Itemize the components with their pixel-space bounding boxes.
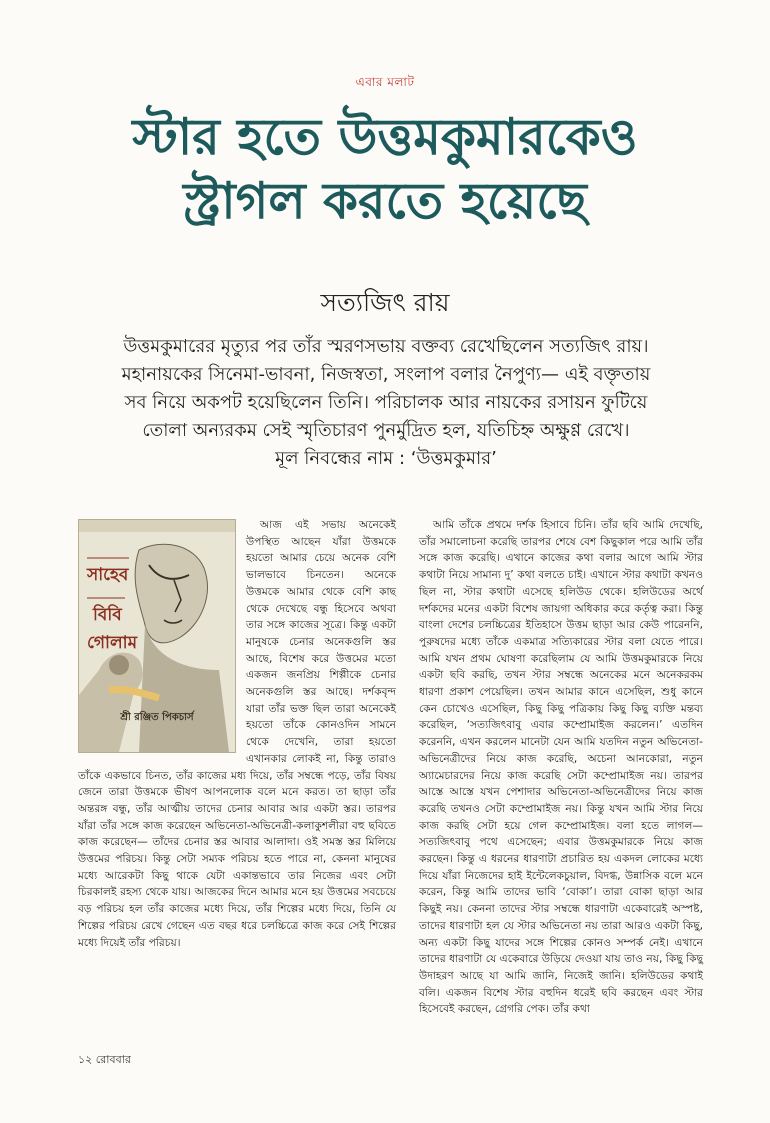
author-name: সত্যজিৎ রায় [320, 288, 450, 317]
body-paragraph-right: আমি তাঁকে প্রথমে দর্শক হিসাবে চিনি। তাঁর ছবি আমি দেখেছি, তাঁর সমালোচনা করেছি তারপর শেষে বেশ কিছুকাল পরে আমি তাঁর সঙ্গে কাজ করেছি। এখানে কাজের কথা বলার আগে আমি স্টার কথাটা নিয়ে সামান্য দু’ কথা বলতে চাই। এখানে স্টার কথাটা কখনও ছিল না, স্টার কথাটা এসেছে হলিউড থেকে। হলিউডের অর্থে দর্শকদের মনের একটা বিশেষ জায়গা অধিকার করে কর্তৃত্ব করা। কিন্তু বাংলা দেশের চলচ্চিত্রের ইতিহাসে উত্তম ছাড়া আর কেউ পারেননি, পুরুষদের মধ্যে তাঁকে একমাত্র সত্যিকারের স্টার বলা যেতে পারে। আমি যখন প্রথম ঘোষণা করেছিলাম যে আমি উত্তমকুমারকে নিয়ে একটা ছবি করছি, তখন স্টার সম্বন্ধে অনেকের মনে অনেকরকম ধারণা প্রকাশ পেয়েছিল। তখন আমার কানে এসেছিল, শুধু কানে কেন চোখেও এসেছিল, কিছু কিছু পত্রিকায় কিছু কিছু ব্যক্তি মন্তব্য করেছিল, ‘সত্যজিৎবাবু এবার কম্প্রোমাইজ করলেন।’ এতদিন করেননি, এখন করলেন মানেটা যেন আমি যতদিন নতুন অভিনেতা-অভিনেত্রীদের নিয়ে কাজ করেছি, অচেনা আনকোরা, নতুন অ্যামেচারদের নিয়ে কাজ করেছি সেটা কম্প্রোমাইজ নয়। তারপর আস্তে আস্তে যখন পেশাদার অভিনেতা-অভিনেত্রীদের নিয়ে কাজ করেছি তখনও সেটা কম্প্রোমাইজ নয়। কিন্তু যখন আমি স্টার নিয়ে কাজ করছি সেটা হয়ে গেল কম্প্রোমাইজ। বলা হতে লাগল— সত্যজিৎবাবু পথে এসেছেন; এবার উত্তমকুমারকে নিয়ে কাজ করছেন। কিন্তু এ ধরনের ধারণাটা প্রচারিত হয় একদল লোকের মধ্যে দিয়ে যাঁরা নিজেদের হাই ইন্টেলেকচুয়াল, বিদগ্ধ, উন্নাসিক বলে মনে করেন, কিন্তু আমি তাদের ভাবি ‘বোকা’। তারা বোকা ছাড়া আর কিছুই নয়। কেননা তাদের স্টার সম্বন্ধে ধারণাটা একেবারেই অস্পষ্ট, তাদের ধারণাটা হল যে স্টার অভিনেতা নয় তারা আরও একটা কিছু, অন্য একটা কিছু যাদের সঙ্গে শিল্পের কোনও সম্পর্ক নেই। এখানে তাদের ধারণাটা যে একেবারে উড়িয়ে দেওয়া যায় তাও নয়, কিছু কিছু উদাহরণ আছে যা আমি জানি, নিজেই জানি। হলিউডের কথাই বলি। একজন বিশেষ স্টার বহুদিন ধরেই ছবি করছেন এবং স্টার হিসেবেই করছেন, গ্রেগরি পেক। তাঁর কথা [419, 519, 703, 1016]
headline-line-2: স্ট্রাগল করতে হয়েছে [183, 171, 587, 230]
intro-line-4: তোলা অন্যরকম সেই স্মৃতিচারণ পুনর্মুদ্রিত হল, যতিচিহ্ন অক্ষুণ্ণ রেখে। [142, 420, 630, 441]
headline-line-1: স্টার হতে উত্তমকুমারকেও [132, 107, 638, 166]
section-label: এবার মলাট [355, 75, 415, 89]
article-column-right [419, 517, 703, 1018]
intro-line-2: মহানায়কের সিনেমা-ভাবনা, নিজস্বতা, সংলাপ বলার নৈপুণ্য— এই বক্তৃতায় [121, 364, 651, 385]
film-poster-image [78, 519, 236, 753]
intro-line-3: সব নিয়ে অকপট হয়েছিলেন তিনি। পরিচালক আর নায়কের রসায়ন ফুটিয়ে [124, 392, 648, 413]
intro-standfirst [64, 333, 708, 473]
article-column-left [78, 517, 396, 951]
intro-line-1: উত্তমকুমারের মৃত্যুর পর তাঁর স্মরণসভায় বক্তব্য রেখেছিলেন সত্যজিৎ রায়। [123, 336, 649, 357]
intro-line-5: মূল নিবন্ধের নাম : ‘উত্তমকুমার’ [275, 448, 497, 469]
svg-text:সাহেব: সাহেব [87, 565, 129, 585]
page-footer: ১২ রোববার [78, 1053, 131, 1066]
poster-credit: শ্রী রঞ্জিত পিকচার্স [120, 712, 194, 723]
body-paragraph-left: আজ এই সভায় অনেকেই উপস্থিত আছেন যাঁরা উত্তমকে হয়তো আমার চেয়ে অনেক বেশি ভালভাবে চিনতেন। অনেকে উত্তমকে আমার থেকে বেশি কাছ থেকে দেখেছে বন্ধু হিসেবে অথবা তার সঙ্গে কাজের সূত্রে। কিন্তু একটা মানুষকে চেনার অনেকগুলি স্তর আছে, বিশেষ করে উত্তমের মতো একজন জনপ্রিয় শিল্পীকে চেনার অনেকগুলি স্তর আছে। দর্শকবৃন্দ যারা তাঁর ভক্ত ছিল তারা অনেকেই হয়তো তাঁকে কোনওদিন সামনে থেকে দেখেনি, তারা হয়তো এখানকার লোকই না, কিন্তু তারাও তাঁকে একভাবে চিনত, তাঁর কাজের মধ্য দিয়ে, তাঁর সম্বন্ধে পড়ে, তাঁর বিষয় জেনে তারা উত্তমকে ভীষণ আপনলোক বলে মনে করত। তা ছাড়া তাঁর অন্তরঙ্গ বন্ধু, তাঁর আত্মীয় তাদের চেনার আবার আর একটা স্তর। তারপর যাঁরা তাঁর সঙ্গে কাজ করেছেন অভিনেতা-অভিনেত্রী-কলাকুশলীরা বহু ছবিতে কাজ করেছেন— তাঁদের চেনার স্তর আবার আলাদা। ওই সমস্ত স্তর মিলিয়ে উত্তমের পরিচয়। কিন্তু সেটা সম্যক পরিচয় হতে পারে না, কেননা মানুষের মধ্যে আরেকটা কিছু থাকে যেটা একান্তভাবে তার নিজের এবং সেটা চিরকালই রহস্য থেকে যায়। আজকের দিনে আমার মনে হয় উত্তমের সবচেয়ে বড় পরিচয় হল তাঁর কাজের মধ্যে দিয়ে, তাঁর শিল্পের মধ্যে দিয়ে, তিনি যে শিল্পের পরিচয় রেখে গেছেন এত বছর ধরে চলচ্চিত্রে কাজ করে সেই শিল্পের মধ্যে দিয়েই তাঁর পরিচয়। [78, 519, 396, 949]
headline [40, 105, 730, 233]
svg-text:বিবি: বিবি [93, 605, 122, 625]
svg-text:গোলাম: গোলাম [87, 633, 138, 653]
